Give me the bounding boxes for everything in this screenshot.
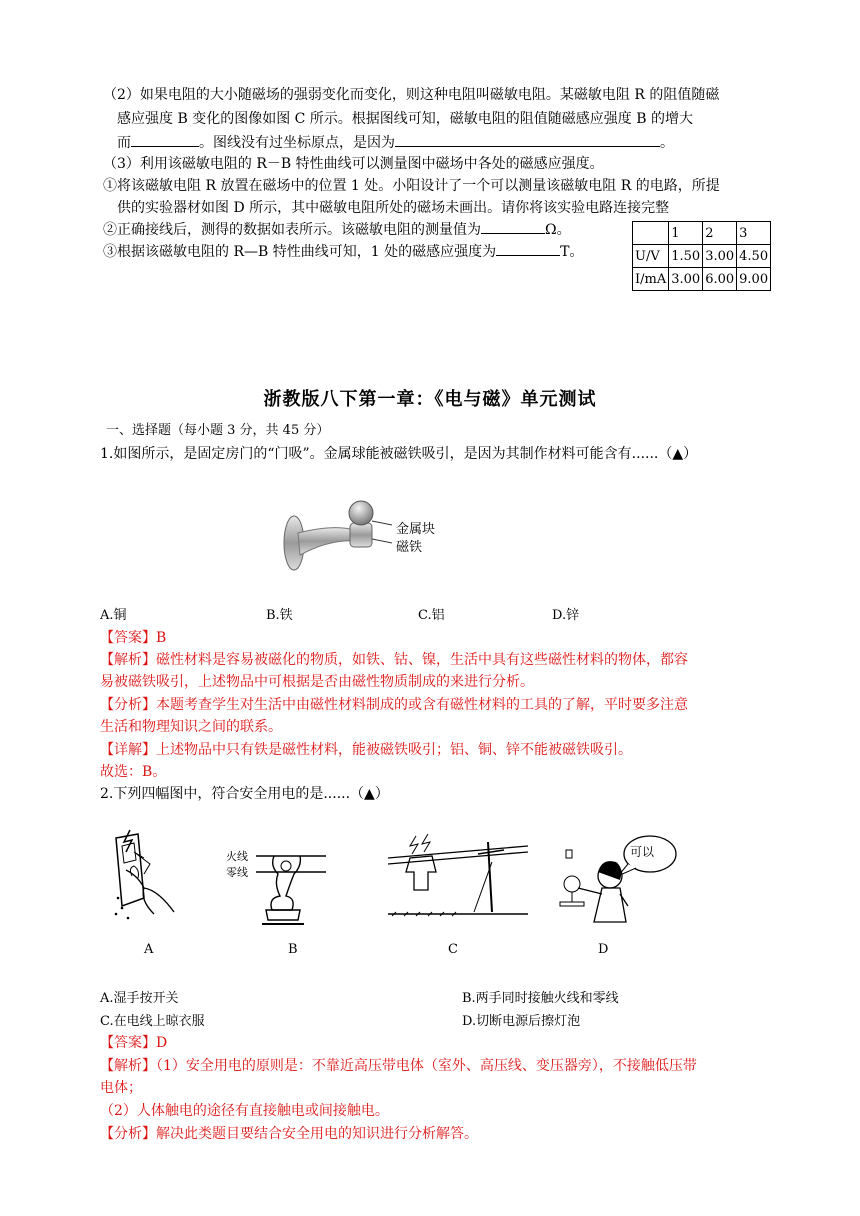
table-cell: 2 xyxy=(703,222,737,245)
answer-blank[interactable] xyxy=(481,221,545,234)
q2-fenxi xyxy=(100,1123,478,1143)
prev-step1-line2: 供的实验器材如图 D 所示，其中磁敏电阻所处的磁场未画出。请你将该实验电路连接完整 xyxy=(117,200,670,216)
q1-option-a[interactable]: A.铜 xyxy=(100,608,127,623)
prev-step3 xyxy=(103,241,583,261)
q2-stem: 2.下列四幅图中，符合安全用电的是......（▲） xyxy=(100,786,389,802)
label-neutral-wire: 零线 xyxy=(226,866,248,879)
table-header-row xyxy=(633,222,771,245)
analysis-tag: 【解析】 xyxy=(100,652,156,668)
label-magnet: 磁铁 xyxy=(396,540,423,555)
table-cell: 1.50 xyxy=(669,245,703,268)
table-cell: 3.00 xyxy=(669,268,703,291)
figure-d-wipe-bulb xyxy=(554,832,684,932)
prev-para2-line3 xyxy=(117,132,674,152)
text: 。图线没有过坐标原点，是因为 xyxy=(199,135,395,151)
q1-answer xyxy=(100,627,166,647)
table-cell xyxy=(633,222,669,245)
fenxi-tag: 【分析】 xyxy=(100,1126,156,1142)
section-heading: 一、选择题（每小题 3 分，共 45 分） xyxy=(106,423,330,438)
speech-bubble-text: 可以 xyxy=(630,845,655,859)
analysis-tag: 【解析】 xyxy=(100,1058,156,1074)
answer-tag: 【答案】 xyxy=(100,1035,156,1051)
text: ③根据该磁敏电阻的 R—B 特性曲线可知，1 处的磁感应强度为 xyxy=(103,244,497,260)
figure-a-wet-switch xyxy=(104,828,184,928)
q2-option-c[interactable]: C.在电线上晾衣服 xyxy=(100,1014,205,1029)
prev-para2-line2: 感应强度 B 变化的图像如图 C 所示。根据图线可知，磁敏电阻的阻值随磁感应强度 B 的增大 xyxy=(117,111,693,127)
caption-c: C xyxy=(448,942,458,957)
answer-tag: 【答案】 xyxy=(100,630,156,646)
caption-b: B xyxy=(288,942,298,957)
q2-option-b[interactable]: B.两手同时接触火线和零线 xyxy=(462,991,619,1006)
fenxi-tag: 【分析】 xyxy=(100,697,156,713)
q2-option-d[interactable]: D.切断电源后擦灯泡 xyxy=(462,1014,581,1029)
label-metal-block: 金属块 xyxy=(396,522,436,537)
prev-para2-line1: （2）如果电阻的大小随磁场的强弱变化而变化，则这种电阻叫磁敏电阻。某磁敏电阻 R 的阻值随磁 xyxy=(103,87,720,103)
table-cell: 3.00 xyxy=(703,245,737,268)
table-cell: 4.50 xyxy=(737,245,771,268)
q1-stem: 1.如图所示，是固定房门的“门吸”。金属球能被磁铁吸引，是因为其制作材料可能含有......（▲） xyxy=(100,446,698,462)
fenxi-text: 本题考查学生对生活中由磁性材料制成的或含有磁性材料的工具的了解，平时要多注意 xyxy=(156,697,688,713)
analysis-text: 磁性材料是容易被磁化的物质，如铁、钴、镍，生活中具有这些磁性材料的物体，都容 xyxy=(156,652,688,668)
q2-option-a[interactable]: A.湿手按开关 xyxy=(100,991,179,1006)
table-cell: U/V xyxy=(633,245,669,268)
caption-d: D xyxy=(598,942,609,957)
figure-c-clothes-on-wire xyxy=(388,832,528,917)
q2-analysis-line3: （2）人体触电的途径有直接触电或间接触电。 xyxy=(100,1103,389,1119)
q1-detail xyxy=(100,739,632,759)
table-cell: 3 xyxy=(737,222,771,245)
measurement-table xyxy=(632,221,771,291)
text: ②正确接线后，测得的数据如表所示。该磁敏电阻的测量值为 xyxy=(103,222,481,238)
prev-step1-line1: ①将该磁敏电阻 R 放置在磁场中的位置 1 处。小阳设计了一个可以测量该磁敏电阻 R 的电路，所提 xyxy=(103,178,720,194)
table-cell: 9.00 xyxy=(737,268,771,291)
fenxi-text: 解决此类题目要结合安全用电的知识进行分析解答。 xyxy=(156,1126,478,1142)
q1-analysis-line2: 易被磁铁吸引，上述物品中可根据是否由磁性物质制成的来进行分析。 xyxy=(100,674,534,690)
q2-analysis-line2: 电体； xyxy=(100,1080,142,1096)
text: 。 xyxy=(660,135,674,151)
prev-step2 xyxy=(103,219,571,239)
table-cell: 6.00 xyxy=(703,268,737,291)
answer-value: B xyxy=(156,630,167,646)
table-row xyxy=(633,245,771,268)
prev-para3: （3）利用该磁敏电阻的 R－B 特性曲线可以测量图中磁场中各处的磁感应强度。 xyxy=(103,156,604,172)
table-cell: 1 xyxy=(669,222,703,245)
q1-option-c[interactable]: C.铝 xyxy=(418,608,445,623)
table-row xyxy=(633,268,771,291)
q1-option-d[interactable]: D.锌 xyxy=(552,608,580,623)
q2-analysis-line1 xyxy=(100,1055,697,1075)
label-live-wire: 火线 xyxy=(226,850,248,863)
table-cell: I/mA xyxy=(633,268,669,291)
text: Ω。 xyxy=(545,222,571,238)
answer-blank[interactable] xyxy=(496,243,560,256)
text: 而 xyxy=(117,135,131,151)
analysis-text: （1）安全用电的原则是：不靠近高压带电体（室外、高压线、变压器旁），不接触低压带 xyxy=(156,1058,697,1074)
q2-answer xyxy=(100,1032,167,1052)
caption-a: A xyxy=(144,942,154,957)
q1-fenxi-line1 xyxy=(100,694,688,714)
text: T。 xyxy=(560,244,584,260)
q1-choice: 故选：B。 xyxy=(100,764,167,780)
q1-option-b[interactable]: B.铁 xyxy=(266,608,293,623)
detail-tag: 【详解】 xyxy=(100,742,156,758)
answer-blank[interactable] xyxy=(131,134,199,147)
page-title: 浙教版八下第一章：《电与磁》单元测试 xyxy=(263,389,597,410)
answer-value: D xyxy=(156,1035,168,1051)
detail-text: 上述物品中只有铁是磁性材料，能被磁铁吸引；铝、铜、锌不能被磁铁吸引。 xyxy=(156,742,632,758)
q1-analysis-line1 xyxy=(100,649,688,669)
q1-fenxi-line2: 生活和物理知识之间的联系。 xyxy=(100,719,282,735)
answer-blank[interactable] xyxy=(395,134,660,147)
